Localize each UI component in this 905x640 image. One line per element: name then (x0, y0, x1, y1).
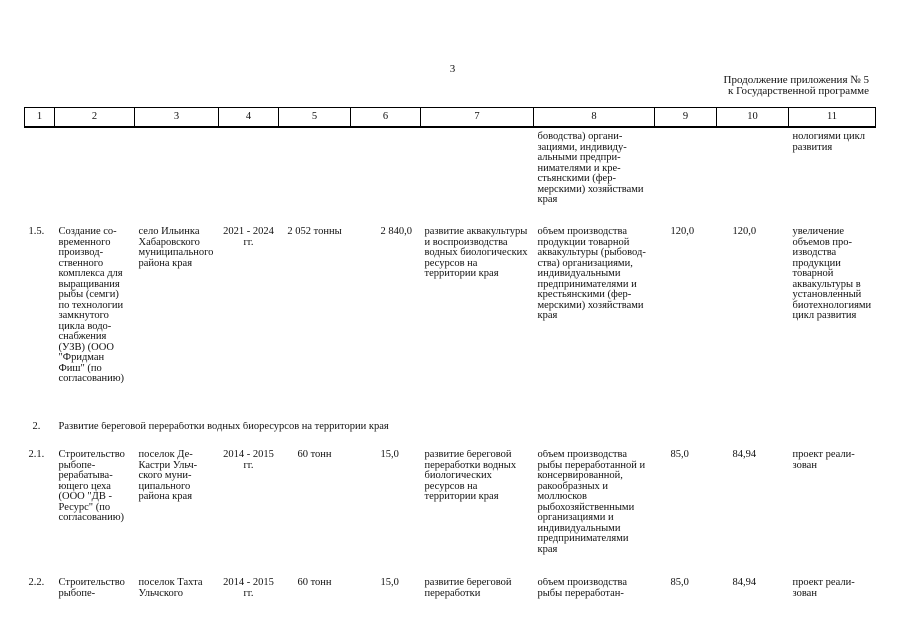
cell-result: нологиями цикл развития (792, 131, 865, 153)
cell-actual: 84,94 (732, 450, 757, 460)
cell-number: 2.1. (28, 450, 45, 460)
column-header: 1 (25, 108, 55, 128)
section-row (25, 422, 876, 450)
column-header: 2 (55, 108, 135, 128)
cell-period: 2021 - 2024 гг. (223, 227, 274, 248)
cell-indicator: объем производства продукции товарной аквакультуры (рыбоводства) организациями, индивидуальными предпринимателями и крестьянскими (фермерскими) хозяйствами края (537, 227, 646, 321)
cell-actual: 84,94 (732, 578, 757, 588)
program-table (24, 107, 876, 608)
cell-result: проект реализован (792, 578, 855, 599)
table-row (25, 450, 876, 578)
section-number: 2. (32, 422, 41, 432)
section-title: Развитие береговой переработки водных биоресурсов на территории края (58, 422, 389, 432)
cell-result: увеличение объемов производства продукции товарной аквакультуры в установленный биотехнологиями цикл развития (792, 227, 872, 321)
cell-goal: развитие береговой переработки (424, 578, 512, 599)
cell-capacity: 60 тонн (297, 578, 332, 588)
cell-number: 2.2. (28, 578, 45, 588)
column-header: 4 (219, 108, 279, 128)
cell-capacity: 60 тонн (297, 450, 332, 460)
cell-goal: развитие аквакультуры и воспроизводства водных биологических ресурсов на территории края (424, 227, 528, 279)
cell-number: 1.5. (28, 227, 45, 237)
column-header: 5 (279, 108, 351, 128)
cell-period: 2014 - 2015 гг. (223, 450, 274, 471)
cell-planned: 85,0 (670, 450, 689, 460)
cell-result: проект реализован (792, 450, 855, 471)
cell-indicator: объем производства рыбы переработан- (537, 578, 627, 599)
column-header: 3 (135, 108, 219, 128)
cell-planned: 120,0 (670, 227, 695, 237)
cell-location: поселок Тахта Ульчского (138, 578, 203, 599)
column-header: 9 (655, 108, 717, 128)
cell-indicator: боводства) организациями, индивидуальными предпринимателями и крестьянскими (фермерскими) хозяйствами края (537, 131, 644, 205)
table-row (25, 578, 876, 608)
continuation-line-1: Продолжение приложения № 5 (723, 74, 869, 86)
cell-project: Создание современного производственного комплекса для выращивания рыбы (семги) по технологии замкнутого цикла водоснабжения (УЗВ) (ООО "Фридман Фиш" (по согласованию) (58, 227, 125, 384)
cell-capacity: 2 052 тонны (287, 227, 342, 237)
cell-project: Строительство рыбопе- (58, 578, 125, 599)
cell-location: село Ильинка Хабаровского муниципального района края (138, 227, 214, 269)
cell-actual: 120,0 (732, 227, 757, 237)
column-header: 7 (421, 108, 534, 128)
cell-investment: 15,0 (380, 450, 399, 460)
cell-investment: 2 840,0 (380, 227, 412, 237)
cell-goal: развитие береговой переработки водных биологических ресурсов на территории края (424, 450, 517, 502)
cell-project: Строительство рыбоперерабатывающего цеха (ООО "ДВ - Ресурс" (по согласованию) (58, 450, 125, 523)
column-header: 11 (789, 108, 876, 128)
column-header: 6 (351, 108, 421, 128)
table-header-row (25, 108, 876, 128)
table-row (25, 227, 876, 422)
continuation-line-2: к Государственной программе (728, 85, 869, 97)
continuation-note (724, 75, 869, 97)
table-row-continued (25, 127, 876, 227)
column-header: 10 (717, 108, 789, 128)
cell-investment: 15,0 (380, 578, 399, 588)
page-number: 3 (449, 63, 456, 75)
cell-planned: 85,0 (670, 578, 689, 588)
cell-period: 2014 - 2015 гг. (223, 578, 274, 599)
cell-location: поселок Де-Кастри Ульчского муниципального района края (138, 450, 198, 502)
cell-indicator: объем производства рыбы переработанной и консервированной, ракообразных и моллюсков рыбохозяйственными организациями и индивидуальными предпринимателями края (537, 450, 646, 555)
column-header: 8 (534, 108, 655, 128)
